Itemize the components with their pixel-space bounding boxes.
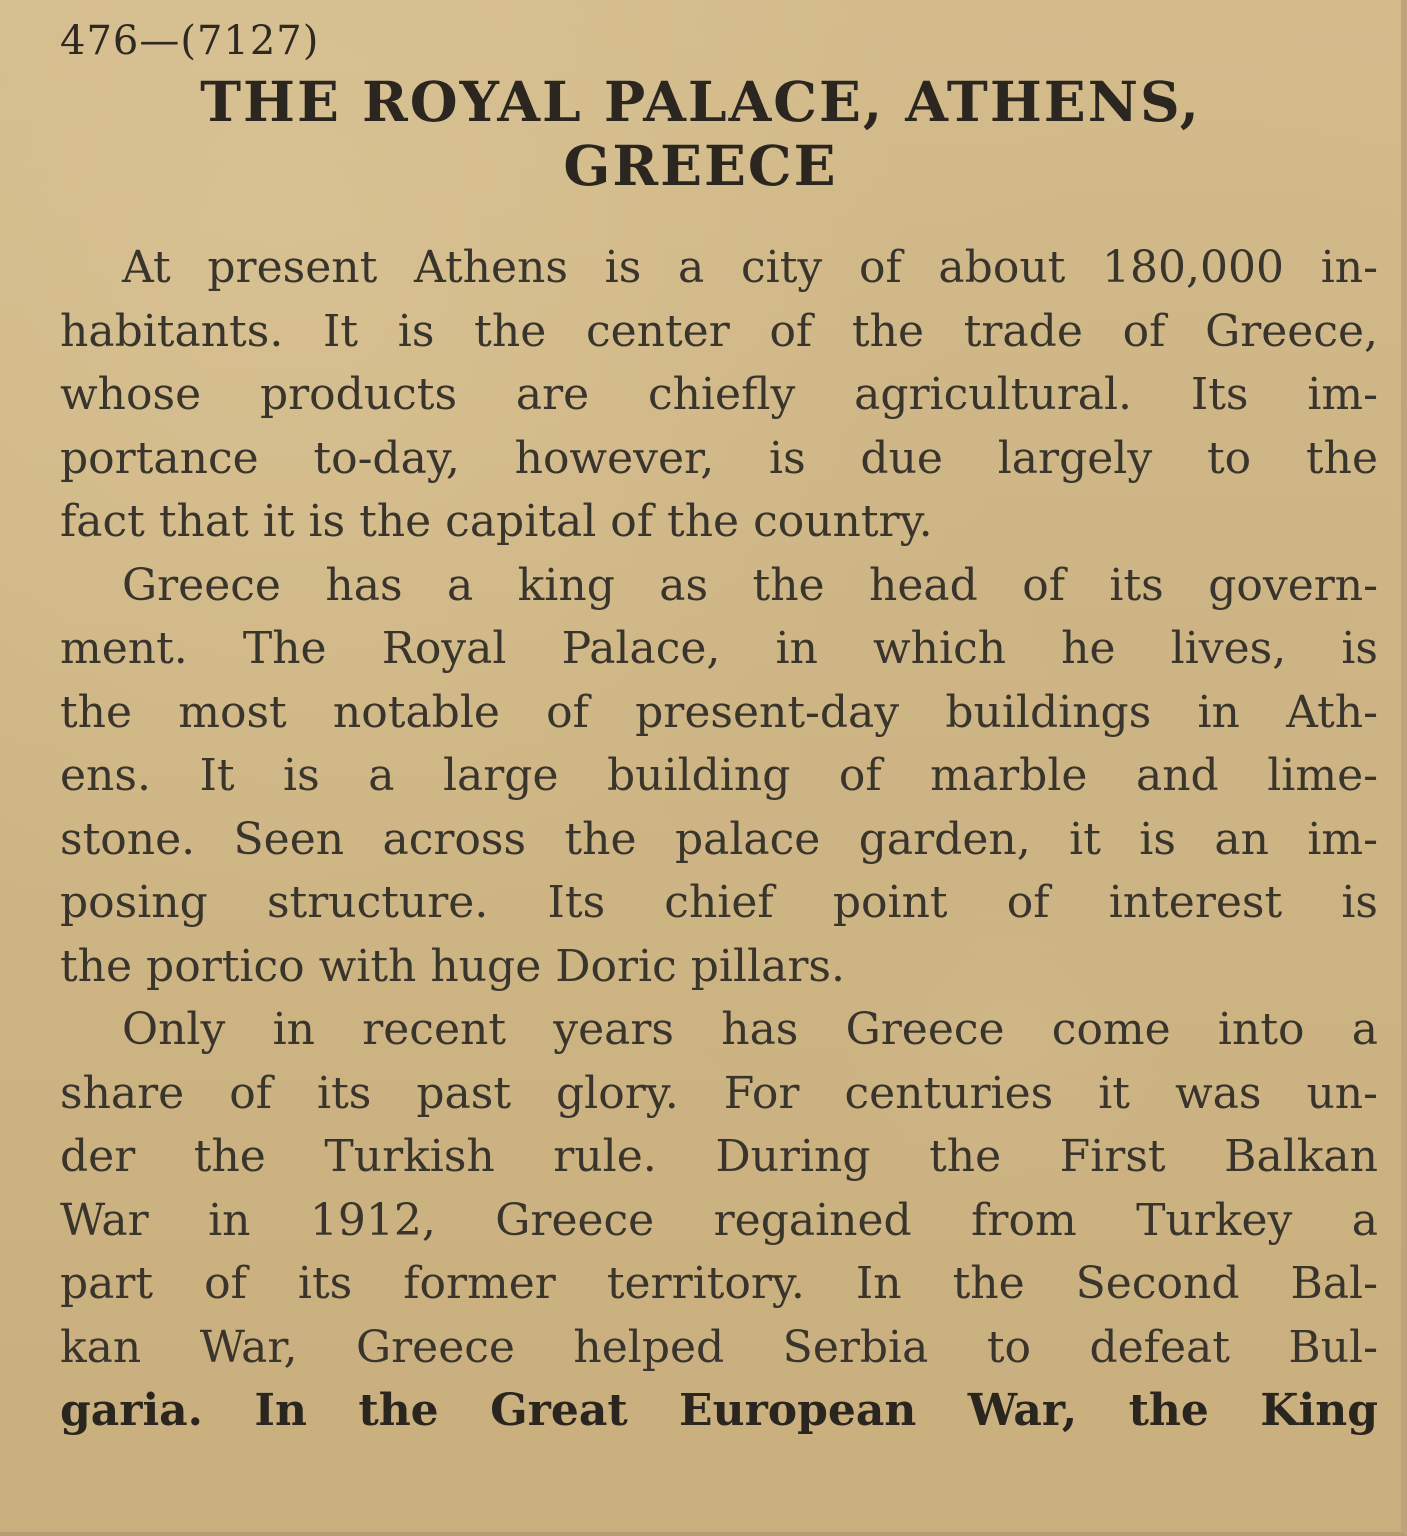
text-line: portance to-day, however, is due largely to the xyxy=(60,432,1378,484)
text-line: Only in recent years has Greece come into a xyxy=(122,1004,1378,1055)
text-line: Greece has a king as the head of its govern- xyxy=(122,559,1378,611)
card-reference-number: 476—(7127) xyxy=(60,18,320,64)
text-line: fact that it is the capital of the country. xyxy=(60,496,933,547)
text-line: share of its past glory. For centuries it was un- xyxy=(60,1067,1378,1119)
text-line: garia. In the Great European War, the King xyxy=(60,1385,1378,1436)
text-line: kan War, Greece helped Serbia to defeat Bul- xyxy=(60,1321,1378,1373)
text-line: posing structure. Its chief point of interest is xyxy=(60,877,1378,928)
text-line: part of its former territory. In the Second Bal- xyxy=(60,1258,1378,1309)
text-line: At present Athens is a city of about 180,000 in- xyxy=(122,242,1378,293)
text-line: habitants. It is the center of the trade of Greece, xyxy=(60,305,1378,357)
text-line: der the Turkish rule. During the First Balkan xyxy=(60,1131,1378,1182)
text-line: stone. Seen across the palace garden, it is an im- xyxy=(60,813,1378,865)
body-text xyxy=(60,236,1378,1443)
text-line: ment. The Royal Palace, in which he lives, is xyxy=(60,623,1378,674)
text-line: War in 1912, Greece regained from Turkey a xyxy=(60,1194,1378,1246)
text-line: the portico with huge Doric pillars. xyxy=(60,940,845,992)
card-title xyxy=(40,70,1361,198)
title-line-1: THE ROYAL PALACE, ATHENS, xyxy=(200,69,1201,134)
text-line: ens. It is a large building of marble and lime- xyxy=(60,750,1378,801)
text-line: the most notable of present-day buildings in Ath- xyxy=(60,686,1378,738)
title-line-2: GREECE xyxy=(563,133,838,198)
text-line: whose products are chiefly agricultural. Its im- xyxy=(60,369,1378,420)
